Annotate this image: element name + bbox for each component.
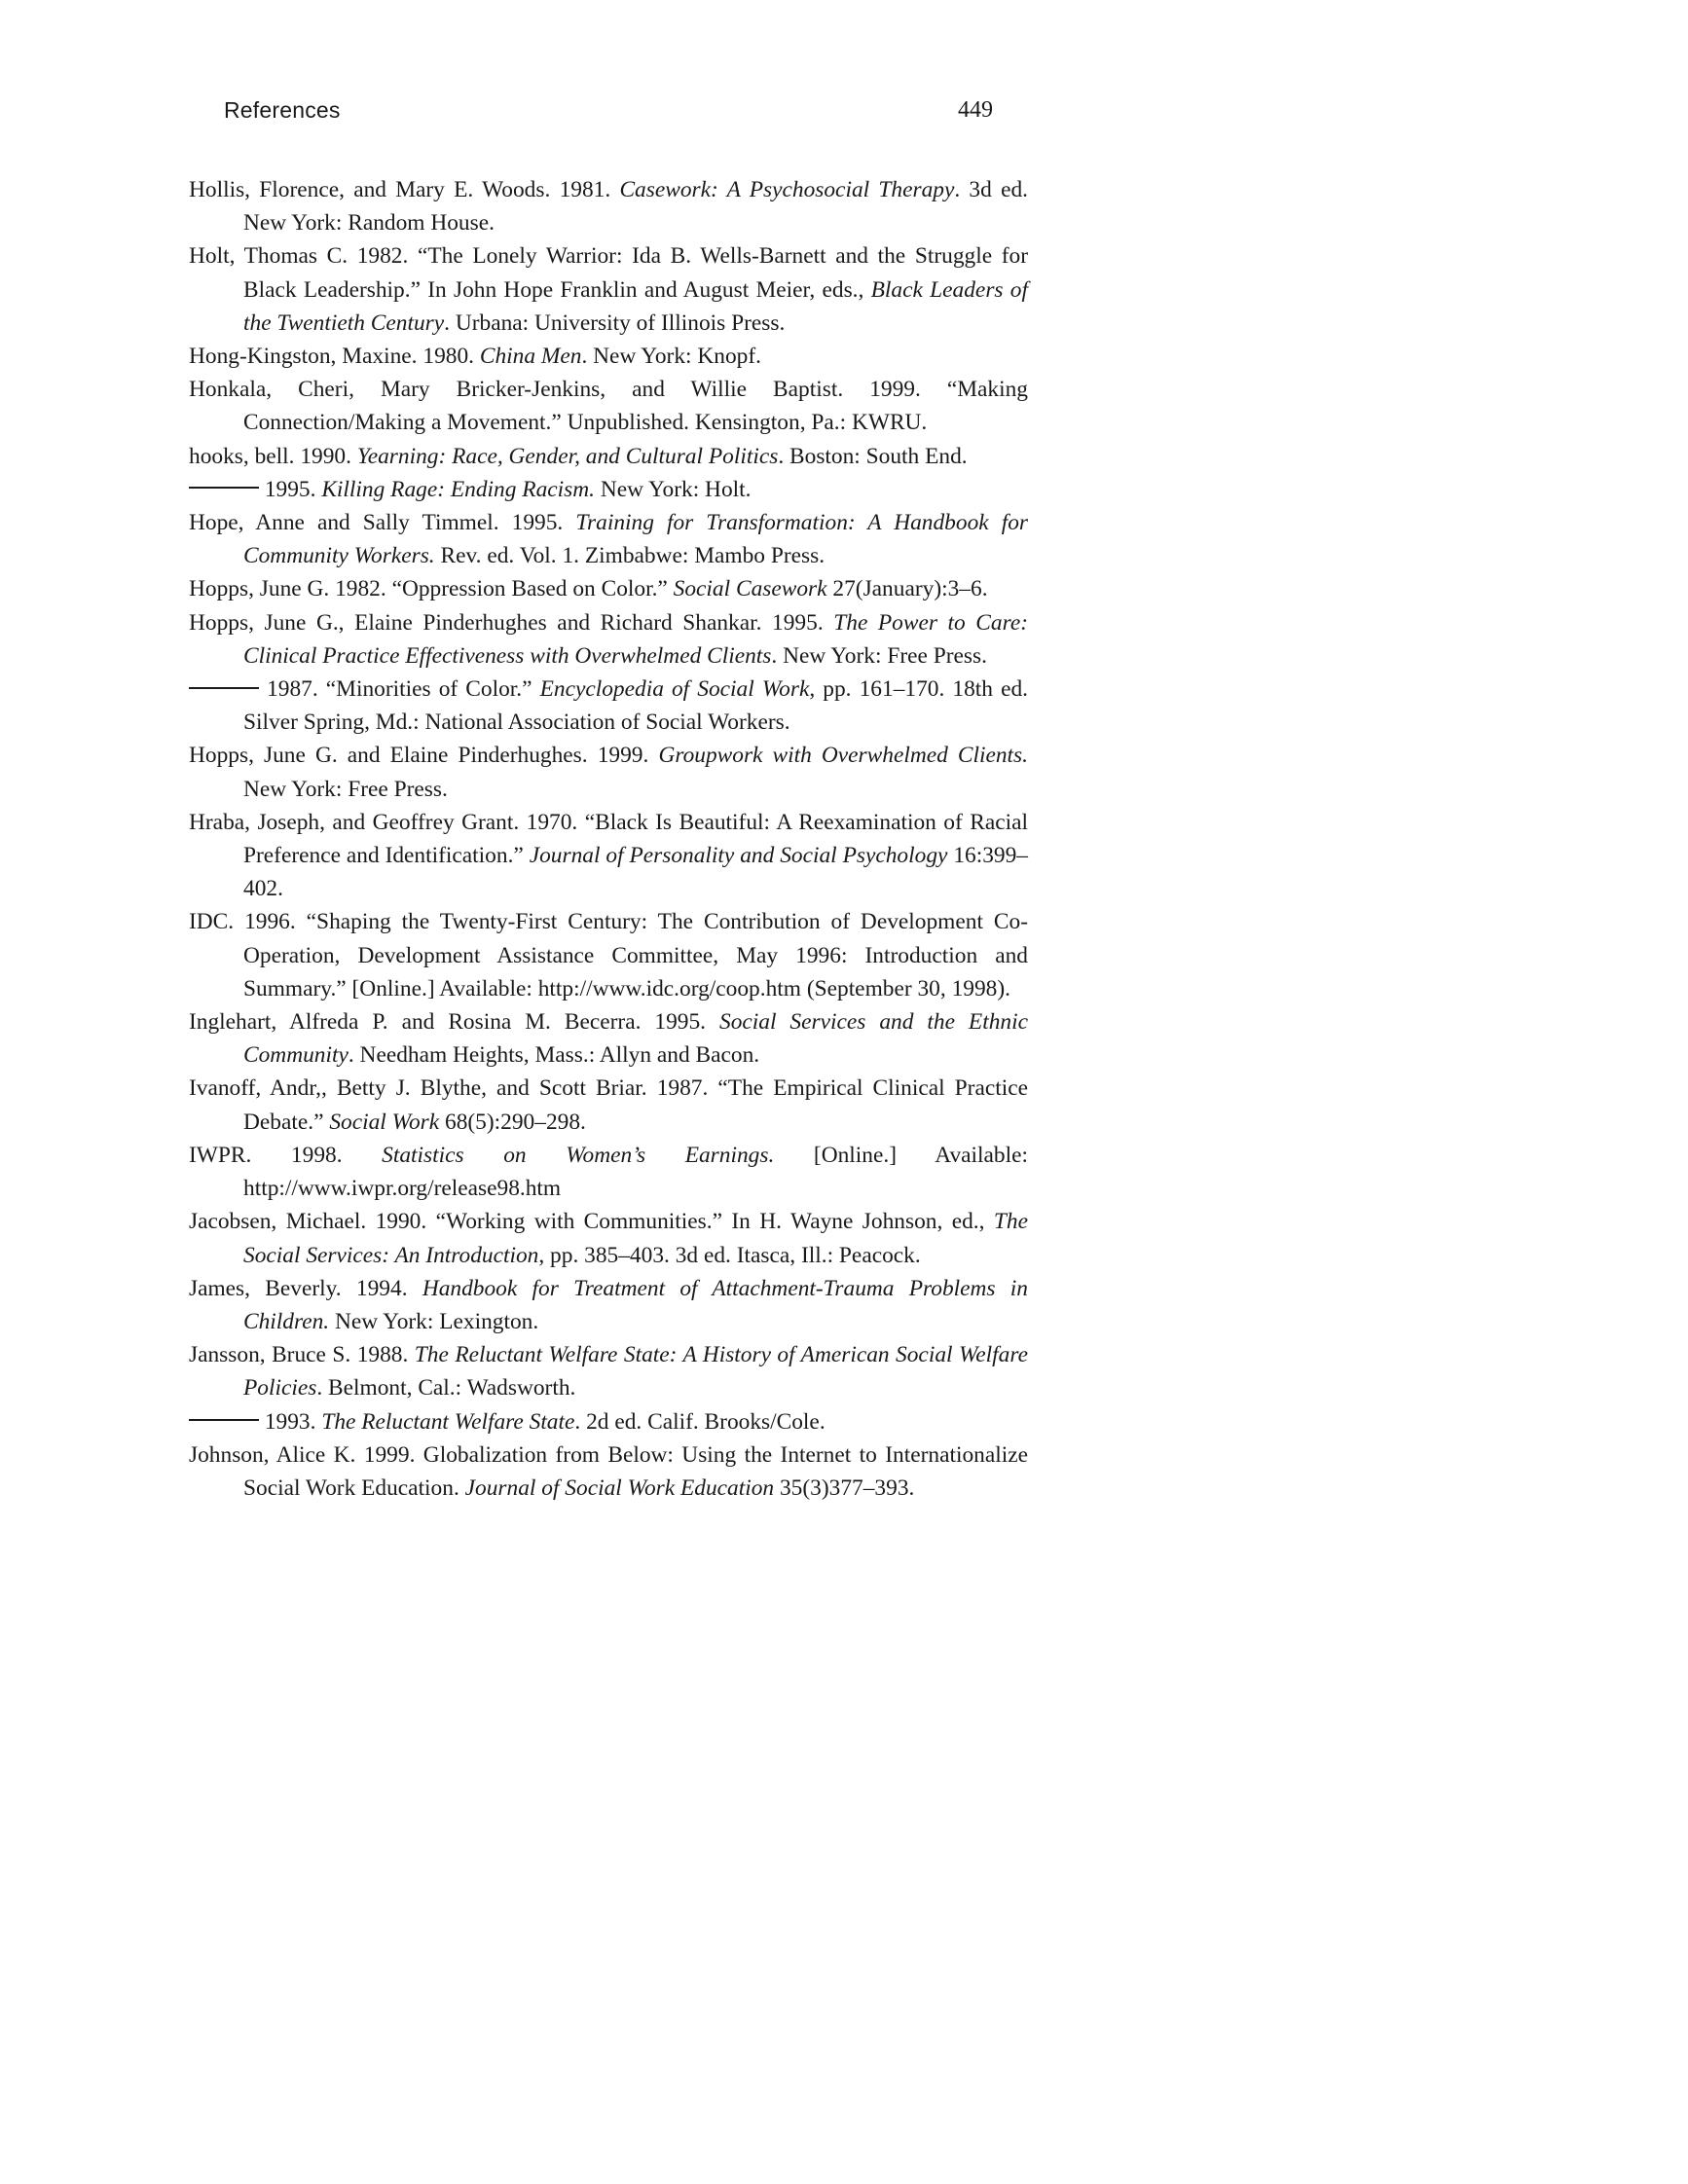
- reference-entry: [189, 340, 1028, 373]
- reference-entry: [189, 1072, 1028, 1138]
- running-head: References: [224, 97, 341, 123]
- reference-text: Honkala, Cheri, Mary Bricker-Jenkins, and Willie Baptist. 1999. “Making Connection/Making a Movement.” Unpublished. Kensington, Pa.: KWRU.: [189, 377, 1028, 436]
- reference-text: 1995.: [259, 476, 322, 502]
- reference-title: Statistics on Women’s Earnings.: [382, 1142, 775, 1168]
- reference-title: The Reluctant Welfare State: [321, 1408, 575, 1435]
- reference-details: New York: Holt.: [594, 476, 752, 502]
- reference-text: Hraba, Joseph, and Geoffrey Grant. 1970. “Black Is Beautiful: A Reexamination of Racial Preference and Identification.”: [189, 809, 1028, 869]
- reference-entry: [189, 1205, 1028, 1271]
- reference-list: [189, 173, 1028, 1505]
- reference-title: The Power to Care: Clinical Practice Effectiveness with Overwhelmed Clients: [243, 609, 1028, 669]
- reference-entry: [189, 473, 1028, 506]
- reference-entry: [189, 905, 1028, 1005]
- reference-text: 1987. “Minorities of Color.”: [259, 676, 540, 703]
- reference-text: Hopps, June G. 1982. “Oppression Based on Color.”: [189, 576, 674, 602]
- reference-details: 35(3)377–393.: [774, 1474, 915, 1501]
- reference-text: 1993.: [259, 1408, 322, 1435]
- reference-text: Jansson, Bruce S. 1988.: [189, 1342, 415, 1368]
- reference-title: Casework: A Psychosocial Therapy: [619, 177, 955, 202]
- reference-title: Social Work: [329, 1109, 440, 1135]
- reference-entry: [189, 373, 1028, 439]
- reference-title: Black Leaders of the Twentieth Century: [243, 276, 1028, 336]
- reference-text: James, Beverly. 1994.: [189, 1275, 422, 1301]
- reference-text: hooks, bell. 1990.: [189, 443, 357, 469]
- reference-entry: [189, 1005, 1028, 1072]
- reference-details: 16:399–402.: [243, 843, 1028, 902]
- reference-entry: [189, 1405, 1028, 1438]
- reference-details: , pp. 385–403. 3d ed. Itasca, Ill.: Peacock.: [538, 1242, 921, 1268]
- reference-details: [Online.] Available: http://www.iwpr.org/release98.htm: [243, 1142, 1028, 1202]
- reference-details: . 2d ed. Calif. Brooks/Cole.: [574, 1408, 826, 1435]
- reference-text: Jacobsen, Michael. 1990. “Working with Communities.” In H. Wayne Johnson, ed.,: [189, 1209, 994, 1235]
- reference-entry: [189, 673, 1028, 739]
- reference-entry: [189, 173, 1028, 239]
- reference-entry: [189, 572, 1028, 605]
- reference-entry: [189, 806, 1028, 906]
- reference-text: Hope, Anne and Sally Timmel. 1995.: [189, 510, 576, 536]
- reference-text: Holt, Thomas C. 1982. “The Lonely Warrior: Ida B. Wells-Barnett and the Struggle for Black Leadership.” In John Hope Franklin and August Meier, eds.,: [189, 243, 1028, 303]
- reference-text: Hollis, Florence, and Mary E. Woods. 1981.: [189, 177, 620, 202]
- reference-details: . Needham Heights, Mass.: Allyn and Bacon.: [348, 1042, 760, 1069]
- reference-entry: [189, 1272, 1028, 1338]
- reference-title: Social Casework: [673, 576, 827, 602]
- reference-title: Social Services and the Ethnic Community: [243, 1009, 1028, 1069]
- reference-text: IDC. 1996. “Shaping the Twenty-First Century: The Contribution of Development Co-Operation, Development Assistance Committee, May 1996: Introduction and Summary.” [Online.] Available: http://www.idc.org/coop.htm (September 30, 1998).: [189, 909, 1028, 1001]
- reference-title: The Social Services: An Introduction: [243, 1209, 1028, 1268]
- reference-text: Johnson, Alice K. 1999. Globalization from Below: Using the Internet to Internationalize Social Work Education.: [189, 1441, 1028, 1501]
- repeated-author-dash: [189, 687, 259, 689]
- reference-title: Training for Transformation: A Handbook for Community Workers.: [243, 510, 1028, 569]
- reference-title: Handbook for Treatment of Attachment-Trauma Problems in Children.: [243, 1275, 1028, 1334]
- reference-title: Journal of Social Work Education: [464, 1474, 775, 1501]
- reference-entry: [189, 1438, 1028, 1505]
- repeated-author-dash: [189, 1419, 259, 1421]
- reference-title: Yearning: Race, Gender, and Cultural Politics: [356, 443, 779, 469]
- reference-entry: [189, 739, 1028, 805]
- reference-text: IWPR. 1998.: [189, 1142, 383, 1168]
- reference-details: Rev. ed. Vol. 1. Zimbabwe: Mambo Press.: [434, 543, 826, 569]
- reference-details: New York: Lexington.: [329, 1308, 539, 1334]
- page-number: 449: [958, 97, 993, 123]
- reference-details: . Urbana: University of Illinois Press.: [444, 309, 786, 336]
- reference-entry: [189, 1338, 1028, 1404]
- reference-details: New York: Free Press.: [243, 776, 448, 802]
- reference-entry: [189, 239, 1028, 340]
- repeated-author-dash: [189, 487, 259, 489]
- reference-details: 68(5):290–298.: [439, 1109, 586, 1135]
- reference-details: . Belmont, Cal.: Wadsworth.: [316, 1375, 576, 1401]
- reference-text: Hopps, June G., Elaine Pinderhughes and Richard Shankar. 1995.: [189, 609, 834, 636]
- reference-title: Journal of Personality and Social Psychology: [529, 843, 948, 869]
- reference-entry: [189, 506, 1028, 572]
- reference-details: 27(January):3–6.: [826, 576, 988, 602]
- reference-title: Encyclopedia of Social Work: [539, 676, 810, 703]
- reference-details: , pp. 161–170. 18th ed. Silver Spring, Md.: National Association of Social Workers.: [243, 676, 1028, 736]
- reference-entry: [189, 1139, 1028, 1205]
- reference-title: Groupwork with Overwhelmed Clients.: [658, 743, 1028, 769]
- reference-text: Inglehart, Alfreda P. and Rosina M. Becerra. 1995.: [189, 1009, 719, 1036]
- reference-text: Hopps, June G. and Elaine Pinderhughes. 1999.: [189, 743, 659, 769]
- reference-text: Hong-Kingston, Maxine. 1980.: [189, 344, 480, 370]
- reference-details: . New York: Free Press.: [771, 642, 987, 669]
- reference-entry: [189, 440, 1028, 473]
- reference-entry: [189, 606, 1028, 673]
- reference-details: . 3d ed. New York: Random House.: [243, 177, 1028, 237]
- reference-details: . Boston: South End.: [778, 443, 968, 469]
- reference-title: Killing Rage: Ending Racism.: [321, 476, 595, 502]
- reference-text: Ivanoff, Andr,, Betty J. Blythe, and Scott Briar. 1987. “The Empirical Clinical Practice Debate.”: [189, 1075, 1028, 1135]
- reference-details: . New York: Knopf.: [581, 344, 761, 370]
- reference-title: The Reluctant Welfare State: A History of American Social Welfare Policies: [243, 1342, 1028, 1401]
- reference-title: China Men: [479, 344, 582, 370]
